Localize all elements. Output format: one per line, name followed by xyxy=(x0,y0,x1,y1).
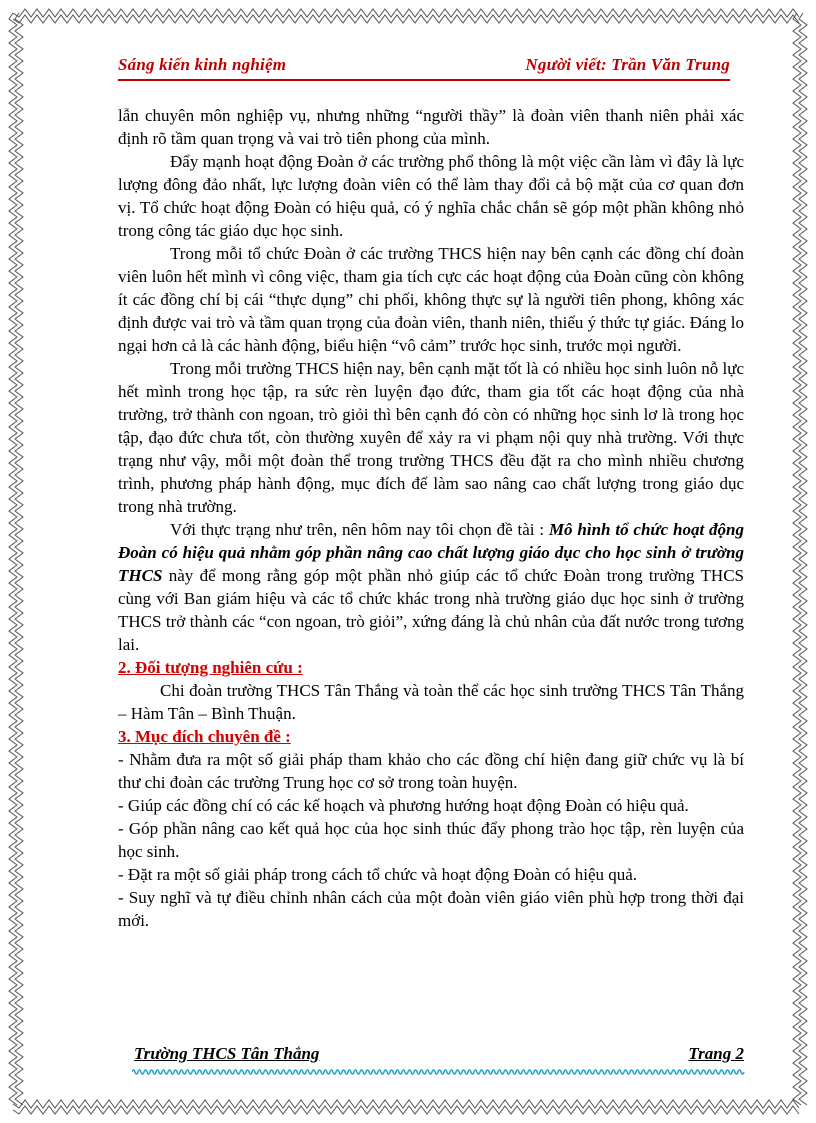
section-heading-3: 3. Mục đích chuyên đề : xyxy=(118,727,291,746)
footer-school: Trường THCS Tân Thắng xyxy=(134,1044,320,1063)
paragraph-topic xyxy=(118,518,744,656)
paragraph: Đẩy mạnh hoạt động Đoàn ở các trường phổ thông là một việc cần làm vì đây là lực lượng đông đảo nhất, lực lượng đoàn viên có thể làm thay đổi cả bộ mặt của cơ quan đơn vị. Tổ chức hoạt động Đoàn có hiệu quả, có ý nghĩa chắc chắn sẽ góp một phần không nhỏ trong công tác giáo dục học sinh. xyxy=(118,152,744,240)
list-item: - Nhằm đưa ra một số giải pháp tham khảo cho các đồng chí hiện đang giữ chức vụ là bí thư chi đoàn các trường Trung học cơ sở trong toàn huyện. xyxy=(118,750,744,792)
text-run: này để mong rằng góp một phần nhỏ giúp các tổ chức Đoàn trong trường THCS cùng với Ban giám hiệu và các tổ chức khác trong nhà trường giáo dục học sinh ở trường THCS trở thành các “con ngoan, trò giỏi”, xứng đáng là chủ nhân của đất nước trong tương lai. xyxy=(118,566,744,654)
page-header xyxy=(118,55,730,83)
header-rule xyxy=(118,79,730,81)
list-item: - Suy nghĩ và tự điều chỉnh nhân cách của một đoàn viên giáo viên phù hợp trong thời đại mới. xyxy=(118,888,744,930)
header-title: Sáng kiến kinh nghiệm xyxy=(118,55,287,74)
border-zigzag xyxy=(15,13,23,1105)
border-zigzag xyxy=(13,1106,799,1114)
footer-wave-rule xyxy=(132,1068,746,1076)
list-item: - Giúp các đồng chí có các kế hoạch và phương hướng hoạt động Đoàn có hiệu quả. xyxy=(118,796,689,815)
document-body xyxy=(118,104,744,932)
list-item: - Đặt ra một số giải pháp trong cách tổ chức và hoạt động Đoàn có hiệu quả. xyxy=(118,865,638,884)
paragraph: Chi đoàn trường THCS Tân Thắng và toàn thể các học sinh trường THCS Tân Thắng – Hàm Tân – Bình Thuận. xyxy=(118,681,744,723)
border-zigzag xyxy=(799,13,807,1105)
border-zigzag xyxy=(793,13,801,1105)
header-author: Người viết: Trần Văn Trung xyxy=(525,55,730,74)
topic-title: Mô hình tổ chức hoạt động Đoàn có hiệu quả nhằm góp phần nâng cao chất lượng giáo dục cho học sinh ở trường THCS xyxy=(118,520,744,585)
border-zigzag xyxy=(13,9,799,17)
list-item: - Góp phần nâng cao kết quả học của học sinh thúc đẩy phong trào học tập, rèn luyện của học sinh. xyxy=(118,819,744,861)
paragraph: Trong mỗi tổ chức Đoàn ở các trường THCS hiện nay bên cạnh các đồng chí đoàn viên luôn hết mình vì công việc, tham gia tích cực các hoạt động của Đoàn cũng còn không ít các đồng chí bị cái “thực dụng” chi phối, không thực sự là người tiên phong, không xác định được vai trò và tầm quan trọng của đoàn viên, thanh niên, thiếu ý thức tự giác. Đáng lo ngại hơn cả là các hành động, biểu hiện “vô cảm” trước học sinh, trước mọi người. xyxy=(118,244,744,355)
border-zigzag xyxy=(13,15,799,23)
border-zigzag xyxy=(13,1100,799,1108)
paragraph: Trong mỗi trường THCS hiện nay, bên cạnh mặt tốt là có nhiều học sinh luôn nỗ lực hết mình trong học tập, ra sức rèn luyện đạo đức, tham gia tốt các hoạt động của nhà trường, trở thành con ngoan, trò giỏi thì bên cạnh đó còn có những học sinh lơ là trong học tập, đạo đức chưa tốt, còn thường xuyên để xảy ra vi phạm nội quy nhà trường. Với thực trạng như vậy, mỗi một đoàn thể trong trường THCS đều đặt ra cho mình nhiều chương trình, phương pháp hành động, mục đích để làm sao nâng cao chất lượng trong giáo dục trong nhà trường. xyxy=(118,359,744,516)
text-run: Với thực trạng như trên, nên hôm nay tôi chọn đề tài : xyxy=(170,520,549,539)
border-zigzag xyxy=(9,13,17,1105)
paragraph: lẫn chuyên môn nghiệp vụ, nhưng những “người thầy” là đoàn viên thanh niên phải xác định rõ tầm quan trọng và vai trò tiên phong của mình. xyxy=(118,106,744,148)
section-heading-2: 2. Đối tượng nghiên cứu : xyxy=(118,658,303,677)
page-number: Trang 2 xyxy=(688,1044,744,1063)
page-footer xyxy=(134,1044,744,1074)
